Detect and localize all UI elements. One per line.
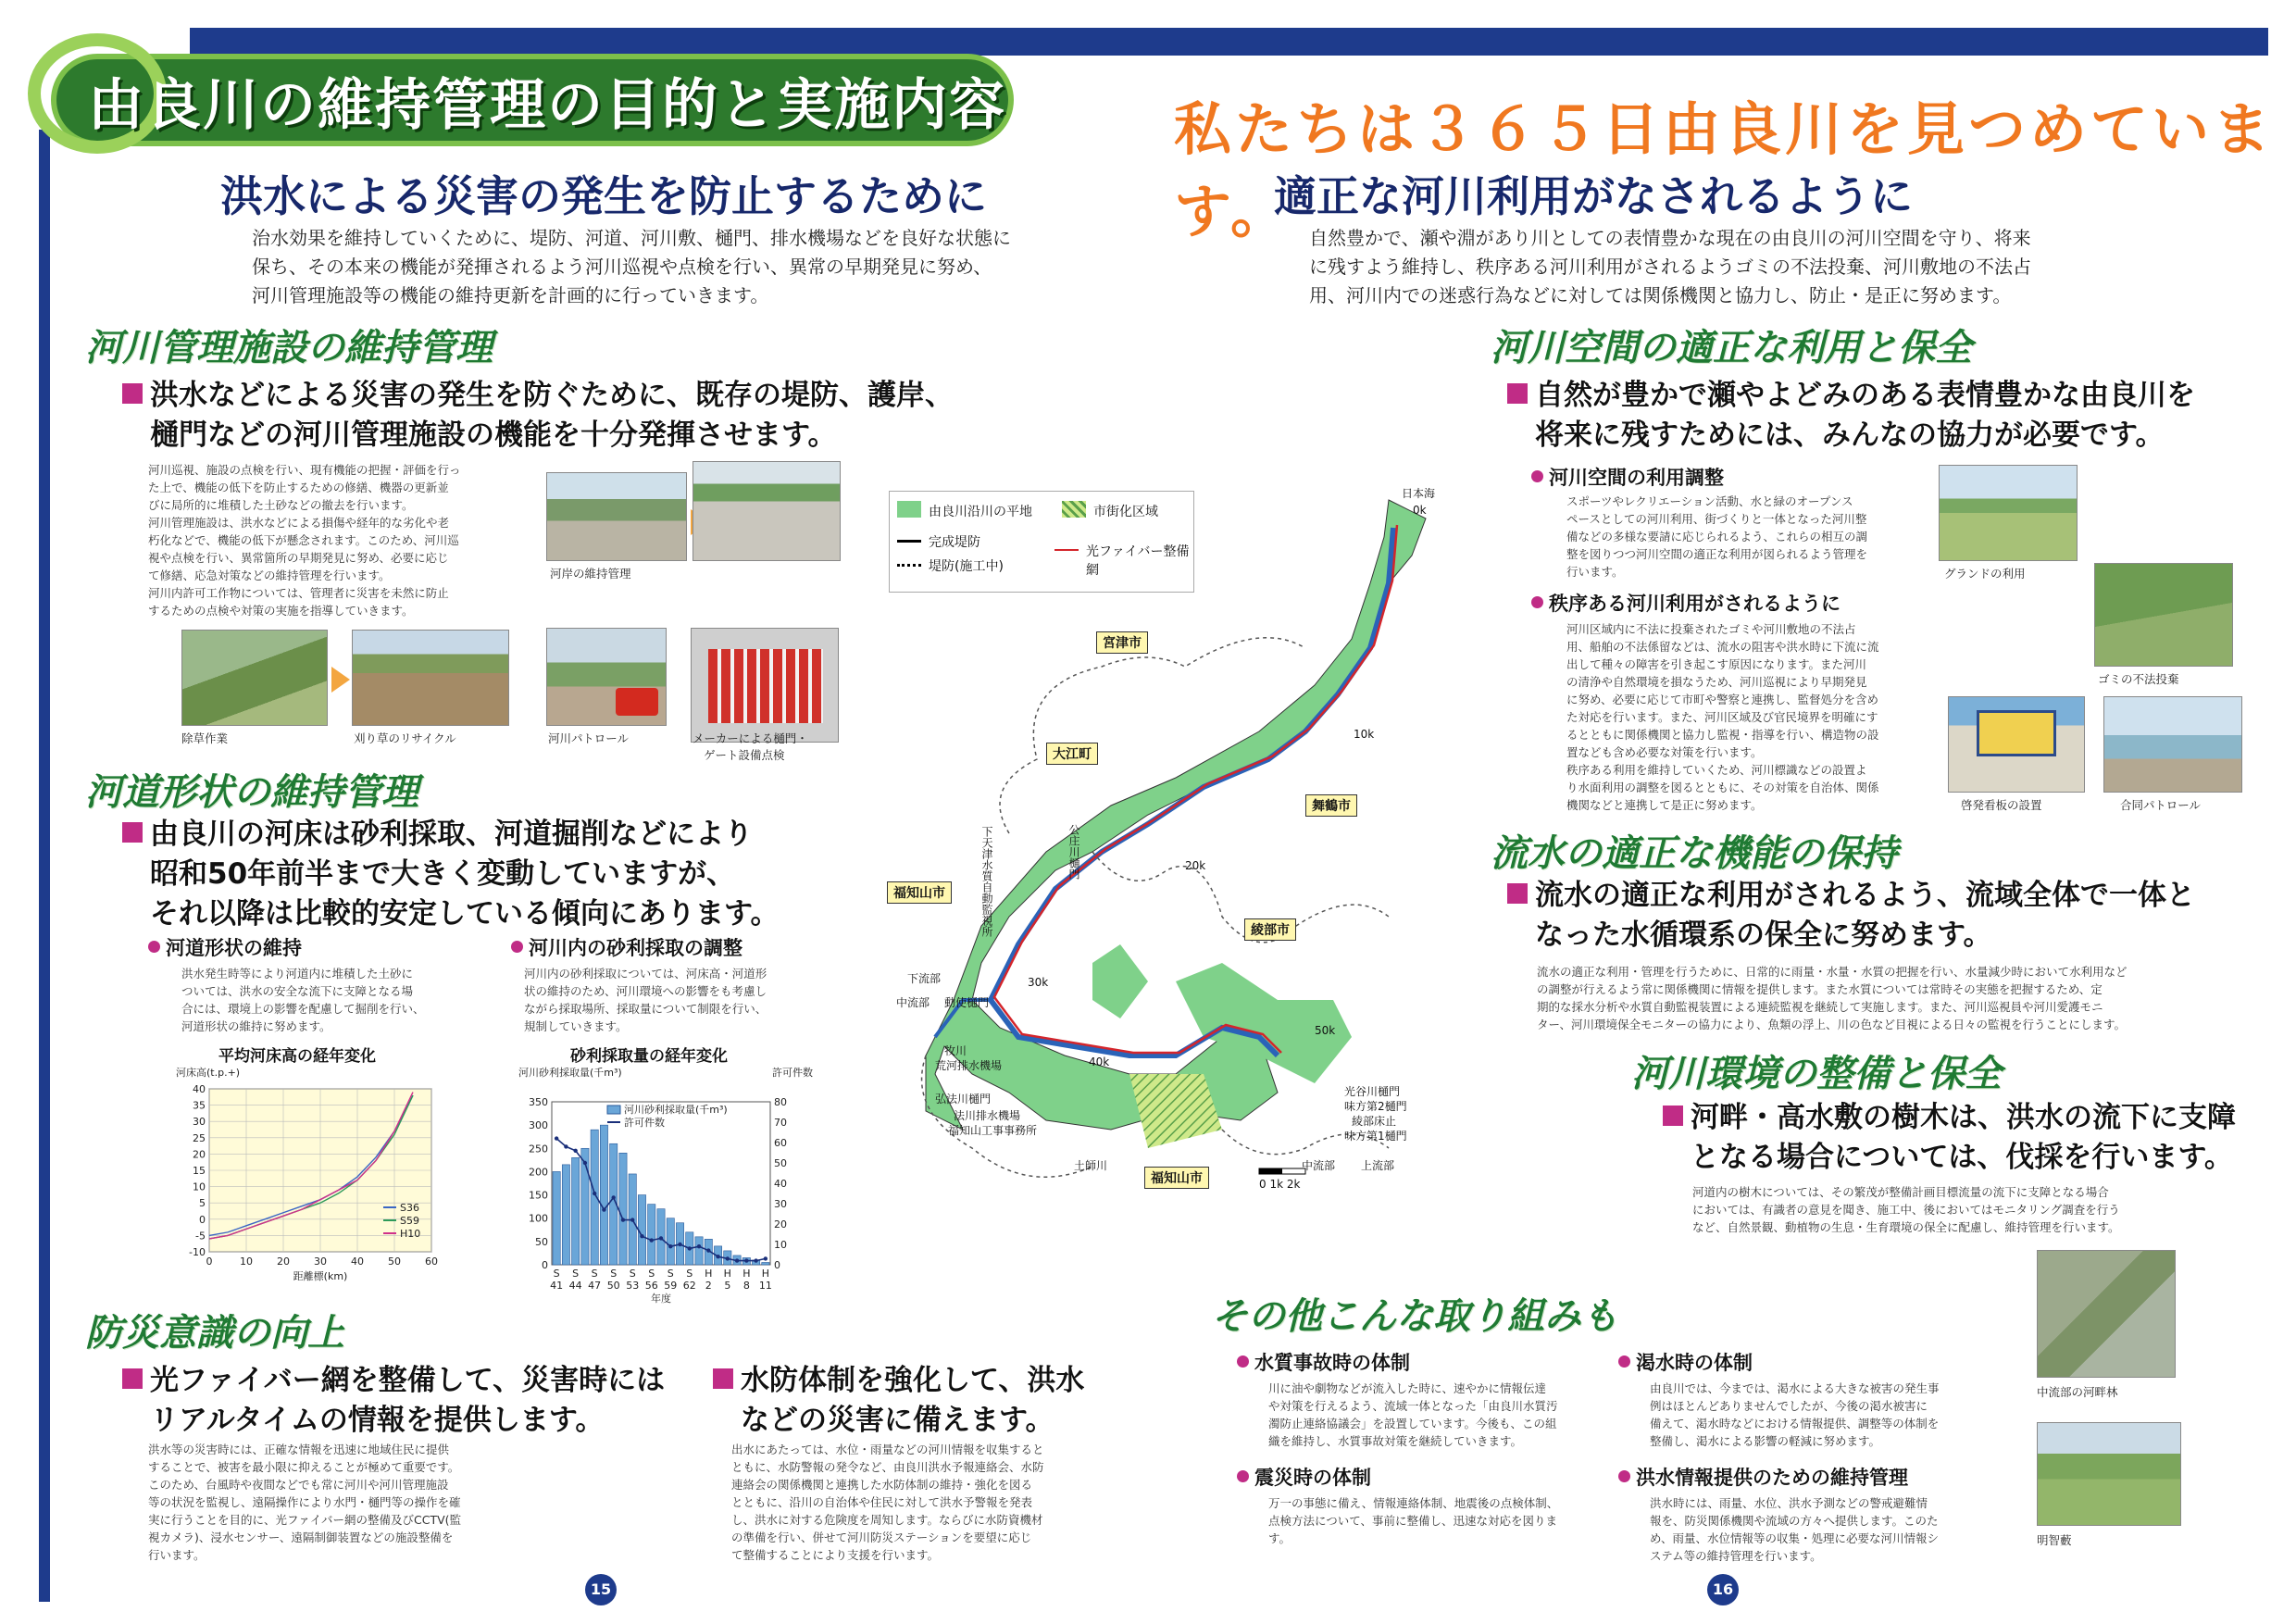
page-number-right: 16 (1707, 1574, 1739, 1605)
label-fukuchiyama: 福知山市 (887, 881, 952, 904)
chart2-bar (572, 1157, 580, 1265)
bullet-drought: 渇水時の体制 (1618, 1348, 1753, 1376)
flow-text: 流水の適正な利用・管理を行うために、日常的に雨量・水量・水質の把握を行い、水量減少時において水利用など の調整が行えるよう常に関係機関に情報を提供します。また水質については常時その実態を把握するため、定 期的な採水分析や水質自動監視装置による連続監視を継続して実施します。また、河川巡視員や河川愛護モニ ター、河川環境保全モニターの協力により、魚類の浮上、川の色など目視による日々の監視を行うことにします。 (1537, 965, 2128, 1031)
chart2-permit-point (564, 1144, 568, 1148)
chart2-xtick-year: 44 (568, 1280, 582, 1292)
chart2-bar (638, 1195, 645, 1265)
arrow-icon (331, 667, 350, 693)
chart1-ytick: 0 (199, 1213, 206, 1226)
chart1-legend-label: S59 (400, 1215, 419, 1227)
chart2-ytick: 150 (529, 1189, 548, 1202)
chart2-bar (762, 1262, 769, 1265)
chart2-bar (667, 1218, 674, 1265)
chart2-xtick-era: S (572, 1268, 580, 1280)
section-title-environment: 河川環境の整備と保全 (1631, 1053, 2002, 1095)
chart2-ytick: 100 (529, 1212, 548, 1225)
fiber-text: 洪水等の災害時には、正確な情報を迅速に地域住民に提供 することで、被害を最小限に抑えることが極めて重要です。 このため、台風時や夜間などでも常に河川や河川管理施設 等の状況を監視し、遠隔操作により水門・樋門等の操作を確 実に行うことを目的に、光ファイバー網の整備及びCCTV(監 視カメラ)、浸水センサー、遠隔制御装置などの施設整備を 行います。 (148, 1443, 462, 1562)
chart2-xtick-year: 56 (644, 1280, 658, 1292)
chart2-permit-point (611, 1195, 615, 1199)
chart2-bar (581, 1148, 589, 1265)
chart1-legend-label: H10 (400, 1228, 421, 1240)
map-legend: 由良川沿川の平地 市街化区域 完成堤防 堤防(施工中) 光ファイバー整備網 (889, 491, 1194, 593)
water-accident-text: 川に油や劇物などが流入した時に、速やかに情報伝達 や対策を行えるよう、流域一体となった「由良川水質汚 濁防止連絡協議会」を設置しています。今後も、この組 織を維持し、水質事故対策を継続していきます。 (1268, 1381, 1558, 1448)
chart1-xtick: 0 (206, 1255, 213, 1268)
chart2-bar (553, 1171, 560, 1265)
chart2-xtick-year: 50 (606, 1280, 620, 1292)
photo-akechi-yabu (2037, 1422, 2181, 1526)
flow-subheading: 流水の適正な利用がされるよう、流域全体で一体と なった水循環系の保全に努めます。 (1507, 876, 2195, 956)
chart2-xtick-era: S (629, 1268, 636, 1280)
caption-jyoso: 除草作業 (181, 731, 229, 745)
section-title-space: 河川空間の適正な利用と保全 (1491, 327, 1972, 369)
chart1-xtick: 10 (240, 1255, 253, 1268)
chart2-permit-point (621, 1218, 625, 1221)
chart2-permit-point (555, 1136, 558, 1140)
river-map: 由良川沿川の平地 市街化区域 完成堤防 堤防(施工中) 光ファイバー整備網 日本海 0k 宮津市 大江町 舞鶴市 福知山市 綾部市 福知山市 10k 20k 30k 40k 50k 下流部 中流部 動使樋門 中流部 上流部 0 1k 2k 土師川 牧川 荒河排水機場 弘法川樋門 法川排水機場 福知山工事事務所 光谷川樋門 味方第2樋門 綾部床止 味方第1樋門 下天津水質自動監視所 公庄川樋門 (870, 481, 1435, 1204)
channel-subheading: 由良川の河床は砂利採取、河道掘削などにより 昭和50年前半まで大きく変動していますが、 それ以降は比較的安定している傾向にあります。 (122, 815, 780, 934)
chart2-xtick-era: H (742, 1268, 751, 1280)
label-miyazu: 宮津市 (1096, 631, 1148, 654)
chart2-legend-swatch (607, 1106, 620, 1114)
chart2-y2tick: 50 (774, 1157, 787, 1169)
chart1-ytick: 30 (193, 1116, 206, 1129)
photo-ground-use (1939, 465, 2078, 561)
bullet-gravel: 河川内の砂利採取の調整 (511, 933, 742, 961)
section-title-channel: 河道形状の維持管理 (85, 771, 418, 814)
environment-subheading: 河畔・高水敷の樹木は、洪水の流下に支障 となる場合については、伐採を行います。 (1663, 1098, 2236, 1178)
chart2-permit-point (668, 1244, 672, 1248)
chart2-permit-point (735, 1258, 739, 1262)
photo-illegal-dumping (2094, 563, 2233, 667)
caption-recycle: 刈り草のリサイクル (354, 731, 456, 745)
facility-body: 河川巡視、施設の点検を行い、現有機能の把握・評価を行っ た上で、機能の低下を防止するための修繕、機器の更新並 びに局所的に堆積した土砂などの撤去を行います。 河川管理施設は、洪水などによる損傷や経年的な劣化や老 朽化などで、機能の低下が懸念されます。このため、河川巡 視や点検を行い、異常箇所の早期発見に努め、必要に応じ て修繕、応急対策などの維持管理を行います。 河川内許可工作物については、管理者に災害を未然に防止 するための点検や対策の実施を指導していきます。 (148, 463, 461, 618)
left-heading: 洪水による災害の発生を防止するために (220, 171, 987, 221)
space-subheading: 自然が豊かで瀬やよどみのある表情豊かな由良川を 将来に残すためには、みんなの協力が必要です。 (1507, 376, 2195, 456)
chart2-permit-point (593, 1192, 596, 1195)
photo-gate-inspection (691, 628, 839, 743)
chart1-ytick: 35 (193, 1099, 206, 1112)
chart1-ytick: 5 (199, 1197, 206, 1210)
chart2-y2tick: 20 (774, 1218, 787, 1230)
chart2-xtick-year: 62 (682, 1280, 696, 1292)
chart1-legend-label: S36 (400, 1202, 419, 1214)
chart2-ytick: 250 (529, 1143, 548, 1156)
flood-defense-subheading: 水防体制を強化して、洪水 などの災害に備えます。 (713, 1361, 1084, 1441)
chart2-legend-label: 許可件数 (624, 1117, 665, 1129)
chart1-ytick: 25 (193, 1131, 206, 1144)
chart2-permit-point (640, 1234, 643, 1238)
section-title-facility: 河川管理施設の維持管理 (85, 327, 493, 369)
chart2-permit-point (716, 1255, 719, 1258)
page-title: 由良川の維持管理の目的と実施内容 (88, 73, 1006, 138)
chart2-xtick-year: 41 (550, 1280, 564, 1292)
photo-joint-patrol (2103, 696, 2242, 793)
chart2-legend-label: 河川砂利採取量(千m³) (624, 1104, 728, 1116)
section-title-flow: 流水の適正な機能の保持 (1491, 832, 1898, 875)
chart2-permit-point (602, 1207, 605, 1211)
chart2-bar (619, 1153, 627, 1265)
chart2-xtick-era: S (553, 1268, 560, 1280)
earthquake-text: 万一の事態に備え、情報連絡体制、地震後の点検体制、 点検方法について、事前に整備し、迅速な対応を図りま す。 (1268, 1496, 1559, 1545)
right-lead: 自然豊かで、瀬や淵があり川としての表情豊かな現在の由良川の河川空間を守り、将来 に残すよう維持し、秩序ある河川利用がされるようゴミの不法投棄、河川敷地の不法占 用、河川内での迷惑行為などに対しては関係機関と協力し、防止・是正に努めます。 (1309, 227, 2031, 306)
chart2-y2tick: 80 (774, 1096, 787, 1108)
chart2-xtick-era: H (705, 1268, 713, 1280)
chart2-permit-point (754, 1258, 757, 1262)
photo-patrol (546, 628, 667, 726)
chart2-permit-point (726, 1256, 730, 1260)
photo-river-bank (546, 472, 687, 561)
label-maizuru: 舞鶴市 (1305, 794, 1357, 817)
chart2-xtick-era: S (686, 1268, 693, 1280)
photo-riverside-forest (2037, 1250, 2176, 1378)
chart2-permit-point (573, 1149, 577, 1153)
label-fukuchiyama-city: 福知山市 (1144, 1167, 1209, 1189)
chart1-ytick: 40 (193, 1083, 206, 1095)
bullet-orderly-use: 秩序ある河川利用がされるように (1531, 589, 1841, 617)
chart1-ytick: 15 (193, 1165, 206, 1177)
chart2-permit-point (583, 1161, 587, 1165)
section-title-disaster: 防災意識の向上 (85, 1312, 344, 1355)
chart2-xtick-year: 53 (626, 1280, 640, 1292)
environment-text: 河道内の樹木については、その繁茂が整備計画目標流量の流下に支障となる場合 においては、有識者の意見を聞き、施工中、後においてはモニタリング調査を行う など、自然景観、動植物の生息・生育環境の保全に配慮し、維持管理を行います。 (1692, 1185, 2120, 1234)
chart2-ytick: 350 (529, 1096, 548, 1108)
chart2-y2tick: 60 (774, 1137, 787, 1149)
chart2-ytick: 200 (529, 1166, 548, 1179)
chart2-permit-point (630, 1218, 634, 1221)
chart2-permit-point (650, 1238, 654, 1242)
photo-grass-recycle (352, 630, 509, 726)
chart1-ytick: 20 (193, 1148, 206, 1161)
channel-shape-text: 洪水発生時等により河道内に堆積した土砂に ついては、洪水の安全な流下に支障となる場 合には、環境上の影響を配慮して掘削を行い、 河道形状の維持に努めます。 (181, 967, 425, 1033)
chart2-xlabel: 年度 (651, 1293, 671, 1304)
chart2-y2tick: 10 (774, 1239, 787, 1251)
chart2-permit-point (764, 1256, 767, 1260)
chart2-xtick-year: 11 (758, 1280, 772, 1292)
chart2-xtick-era: S (648, 1268, 655, 1280)
left-blue-bar (39, 130, 50, 1602)
space-use-text: スポーツやレクリエーション活動、水と緑のオープンス ペースとしての河川利用、街づくりと一体となった河川整 備などの多様な要請に応じられるよう、これらの相互の調 整を図りつつ河川空間の適正な利用が図られるよう管理を 行います。 (1566, 494, 1868, 579)
chart1-ytick: -10 (189, 1246, 206, 1258)
chart2-bar (695, 1237, 703, 1265)
chart-gravel-extraction (518, 1065, 815, 1304)
chart2-y2tick: 30 (774, 1198, 787, 1210)
chart2-permit-point (697, 1244, 701, 1248)
chart2-xtick-year: 47 (588, 1280, 602, 1292)
chart1-ytick: 10 (193, 1181, 206, 1193)
chart1-xtick: 30 (314, 1255, 327, 1268)
chart2-permit-point (706, 1248, 710, 1252)
chart-riverbed-height (176, 1065, 454, 1287)
chart2-xtick-year: 8 (742, 1280, 750, 1292)
chart2-ytick: 300 (529, 1119, 548, 1132)
chart2-permit-point (744, 1258, 748, 1262)
label-ayabe: 綾部市 (1244, 918, 1296, 941)
facility-subheading: 洪水などによる災害の発生を防ぐために、既存の堤防、護岸、 樋門などの河川管理施設の機能を十分発揮させます。 (122, 376, 954, 456)
orderly-use-text: 河川区域内に不法に投棄されたゴミや河川敷地の不法占 用、船舶の不法係留などは、流水の阻害や洪水時に下流に流 出して種々の障害を引き起こす原因になります。また河川 の清浄や自然環境を損なうため、河川巡視により早期発見 に努め、必要に応じて市町や警察と連携し、監督処分を含め た対応を行います。また、河川区域及び官民境界を明確にす るとともに関係機関と協力し監視・指導を行い、構造物の設 置なども含め必要な対策を行います。 秩序ある利用を維持していくため、河川標識などの設置よ り水面利用の調整を図るとともに、その対策を自治体、関係 機関などと連携して是正に努めます。 (1566, 622, 1879, 812)
chart2-ylabel: 河川砂利採取量(千m³) (518, 1067, 622, 1079)
caption-gomi: ゴミの不法投棄 (2098, 672, 2179, 686)
gravel-text: 河川内の砂利採取については、河床高・河道形 状の維持のため、河川環境への影響をも考慮し ながら採取場所、採取量について制限を行い、 規制していきます。 (524, 967, 767, 1033)
fiber-subheading: 光ファイバー網を整備して、災害時には リアルタイムの情報を提供します。 (122, 1361, 665, 1441)
flood-info-text: 洪水時には、雨量、水位、洪水予測などの警戒避難情 報を、防災関係機関や流域の方々へ提供します。このた め、雨量、水位情報等の収集・処理に必要な河川情報シ ステム等の維持管理を行います。 (1650, 1496, 1940, 1563)
chart1-title: 平均河床高の経年変化 (218, 1047, 376, 1066)
bullet-flood-info: 洪水情報提供のための維持管理 (1618, 1463, 1908, 1491)
chart1-ytick: -5 (195, 1230, 206, 1243)
photo-river-bank-repaired (693, 461, 841, 561)
caption-ground: グランドの利用 (1944, 567, 2026, 581)
chart2-xtick-era: S (591, 1268, 598, 1280)
bullet-earthquake: 震災時の体制 (1237, 1463, 1371, 1491)
chart2-permit-point (678, 1243, 681, 1246)
caption-gogan: 河岸の維持管理 (550, 567, 631, 581)
chart2-permit-point (659, 1236, 663, 1240)
caption-akechi: 明智藪 (2037, 1533, 2072, 1547)
chart2-xtick-year: 5 (724, 1280, 731, 1292)
page-number-left: 15 (585, 1574, 617, 1605)
chart1-xtick: 50 (388, 1255, 401, 1268)
caption-godo: 合同パトロール (2120, 798, 2202, 812)
left-lead: 治水効果を維持していくために、堤防、河道、河川敷、樋門、排水機場などを良好な状態に 保ち、その本来の機能が発揮されるよう河川巡視や点検を行い、異常の早期発見に努め、 河川管理施設等の機能の維持更新を計画的に行っていきます。 (252, 227, 1011, 306)
caption-keihatsu: 啓発看板の設置 (1961, 798, 2042, 812)
flood-defense-text: 出水にあたっては、水位・雨量などの河川情報を収集すると ともに、水防警報の発令など、由良川洪水予報連絡会、水防 連絡会の関係機関と連携した水防体制の維持・強化を図る とともに、沿川の自治体や住民に対して洪水予警報を発表 し、洪水に対する危険度を周知します。ならびに水防資機材 の準備を行い、併せて河川防災ステーションを要望に応じ て整備することにより支援を行います。 (731, 1443, 1044, 1562)
chart2-xtick-year: 2 (705, 1280, 712, 1292)
section-title-other: その他こんな取り組みも (1211, 1295, 1618, 1338)
caption-maker: メーカーによる樋門・ ゲート設備点検 (693, 731, 808, 762)
chart2-bar (562, 1165, 569, 1265)
photo-mowing (181, 630, 328, 726)
caption-riverside-forest: 中流部の河畔林 (2037, 1385, 2118, 1399)
chart2-xtick-era: H (723, 1268, 731, 1280)
chart1-xlabel: 距離標(km) (293, 1270, 348, 1282)
caption-patrol: 河川パトロール (548, 731, 630, 745)
bullet-water-accident: 水質事故時の体制 (1237, 1348, 1410, 1376)
chart1-xtick: 20 (277, 1255, 290, 1268)
chart1-xtick: 60 (425, 1255, 438, 1268)
photo-signboard (1948, 696, 2085, 793)
chart1-ylabel: 河床高(t.p.+) (176, 1067, 241, 1079)
label-oe: 大江町 (1046, 743, 1098, 765)
bullet-space-use: 河川空間の利用調整 (1531, 463, 1724, 491)
chart2-bar (648, 1205, 655, 1265)
top-blue-bar (190, 28, 2268, 56)
chart2-y2tick: 0 (774, 1259, 780, 1271)
right-heading: 適正な河川利用がなされるように (1274, 171, 1913, 221)
chart2-y2label: 許可件数 (772, 1067, 813, 1079)
slogan: 私たちは３６５日由良川を見つめています。 (1174, 95, 2275, 245)
chart2-y2tick: 40 (774, 1178, 787, 1190)
chart2-permit-point (688, 1246, 692, 1250)
chart2-y2tick: 70 (774, 1117, 787, 1129)
chart2-bar (600, 1125, 607, 1265)
chart2-xtick-year: 59 (664, 1280, 678, 1292)
chart2-ytick: 0 (542, 1259, 548, 1271)
chart1-xtick: 40 (351, 1255, 364, 1268)
chart2-xtick-era: S (667, 1268, 674, 1280)
chart2-xtick-era: S (610, 1268, 618, 1280)
drought-text: 由良川では、今までは、渇水による大きな被害の発生事 例はほとんどありませんでしたが、今後の渇水被害に 備えて、渇水時などにおける情報提供、調整等の体制を 整備し、渇水による影響の軽減に努めます。 (1650, 1381, 1940, 1448)
chart2-ytick: 50 (535, 1235, 548, 1248)
chart2-xtick-era: H (761, 1268, 770, 1280)
chart2-title: 砂利採取量の経年変化 (570, 1047, 728, 1066)
bullet-channel-shape: 河道形状の維持 (148, 933, 302, 961)
